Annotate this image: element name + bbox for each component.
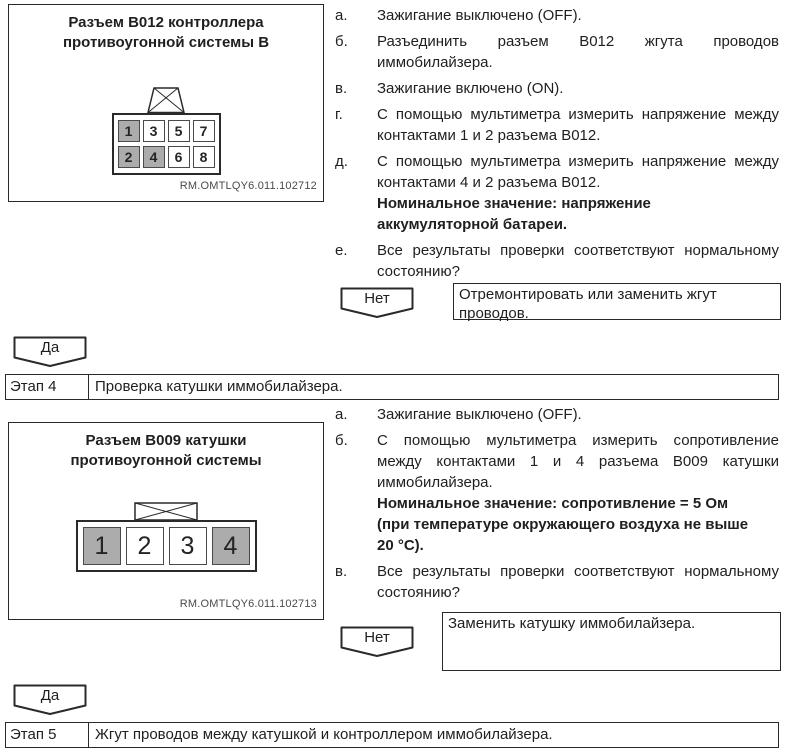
step-text: Все результаты проверки соответствуют нормальному состоянию? (377, 563, 779, 601)
stage-label-cell: Этап 4 (6, 375, 89, 399)
step-text: Разъединить разъем B012 жгута проводов иммобилайзера. (377, 33, 779, 71)
step-marker: в. (335, 563, 348, 580)
nominal-value-note: (при температуре окружающего воздуха не выше (377, 516, 749, 533)
yes-banner (13, 336, 87, 368)
no-banner-label: Нет (364, 629, 390, 646)
instruction-step (335, 104, 779, 146)
pin-3: 3 (143, 120, 165, 142)
connector-b012-diagram (112, 87, 221, 175)
step-marker: г. (335, 106, 343, 123)
step-marker: а. (335, 7, 348, 24)
step-text: С помощью мультиметра измерить напряжение между контактами 1 и 2 разъема B012. (377, 106, 779, 144)
no-banner (340, 626, 414, 658)
pin-4: 4 (212, 527, 250, 565)
step-text-body: С помощью мультиметра измерить напряжение между контактами 4 и 2 разъема B012. (377, 153, 779, 191)
instruction-step (335, 561, 779, 603)
step-text: Зажигание выключено (OFF). (377, 7, 582, 24)
step-marker: а. (335, 406, 348, 423)
figure1-title: Разъем B012 контроллера противоугонной системы B (62, 14, 270, 51)
nominal-value-note: аккумуляторной батареи. (377, 216, 568, 233)
pin-3: 3 (169, 527, 207, 565)
step-text-body: С помощью мультиметра измерить сопротивление между контактами 1 и 4 разъема B009 катушки иммобилайзера. (377, 432, 779, 491)
pin-7: 7 (193, 120, 215, 142)
yes-banner (13, 684, 87, 716)
instruction-step (335, 430, 779, 556)
connector-key-tab-icon (147, 87, 185, 114)
instruction-step (335, 78, 779, 99)
stage-row (5, 722, 779, 748)
step-marker: д. (335, 153, 348, 170)
connector-shell (76, 520, 257, 572)
pin-1: 1 (83, 527, 121, 565)
pin-2: 2 (126, 527, 164, 565)
step-text: Зажигание включено (ON). (377, 80, 564, 97)
instruction-list-b009 (335, 404, 779, 608)
step-text: Зажигание выключено (OFF). (377, 406, 582, 423)
step-text (377, 151, 779, 235)
nominal-value-note: 20 °C). (377, 537, 424, 554)
instruction-step (335, 5, 779, 26)
no-banner (340, 287, 414, 319)
connector-b012-figure (8, 4, 324, 202)
stage-row (5, 374, 779, 400)
instruction-list-b012 (335, 5, 779, 287)
stage-description-cell: Проверка катушки иммобилайзера. (95, 378, 343, 395)
pin-2: 2 (118, 146, 140, 168)
step-marker: в. (335, 80, 348, 97)
step-marker: б. (335, 33, 348, 50)
pin-4: 4 (143, 146, 165, 168)
instruction-step (335, 404, 779, 425)
pin-8: 8 (193, 146, 215, 168)
step-marker: б. (335, 432, 348, 449)
pin-5: 5 (168, 120, 190, 142)
yes-banner-label: Да (40, 687, 60, 704)
figure2-title: Разъем B009 катушки противоугонной системы (70, 432, 262, 469)
figure2-reference-code: RM.OMTLQY6.011.102713 (179, 598, 317, 610)
figure1-reference-code: RM.OMTLQY6.011.102712 (179, 180, 317, 192)
stage-label-cell: Этап 5 (6, 723, 89, 747)
instruction-step (335, 31, 779, 73)
nominal-value-note: Номинальное значение: сопротивление = 5 Ом (377, 495, 729, 512)
stage-description-cell: Жгут проводов между катушкой и контроллером иммобилайзера. (95, 726, 553, 743)
pin-1: 1 (118, 120, 140, 142)
step-text: Все результаты проверки соответствуют нормальному состоянию? (377, 242, 779, 280)
instruction-step (335, 151, 779, 235)
connector-key-tab-icon (134, 502, 198, 521)
nominal-value-note: Номинальное значение: напряжение (377, 195, 651, 212)
step-text (377, 430, 779, 556)
connector-shell (112, 113, 221, 175)
no-banner-label: Нет (364, 290, 390, 307)
yes-banner-label: Да (40, 339, 60, 356)
pin-6: 6 (168, 146, 190, 168)
connector-b009-figure (8, 422, 324, 620)
no-action-box: Отремонтировать или заменить жгут проводов. (453, 283, 781, 320)
connector-b009-diagram (76, 502, 257, 572)
no-action-box: Заменить катушку иммобилайзера. (442, 612, 781, 671)
step-marker: е. (335, 242, 348, 259)
instruction-step (335, 240, 779, 282)
